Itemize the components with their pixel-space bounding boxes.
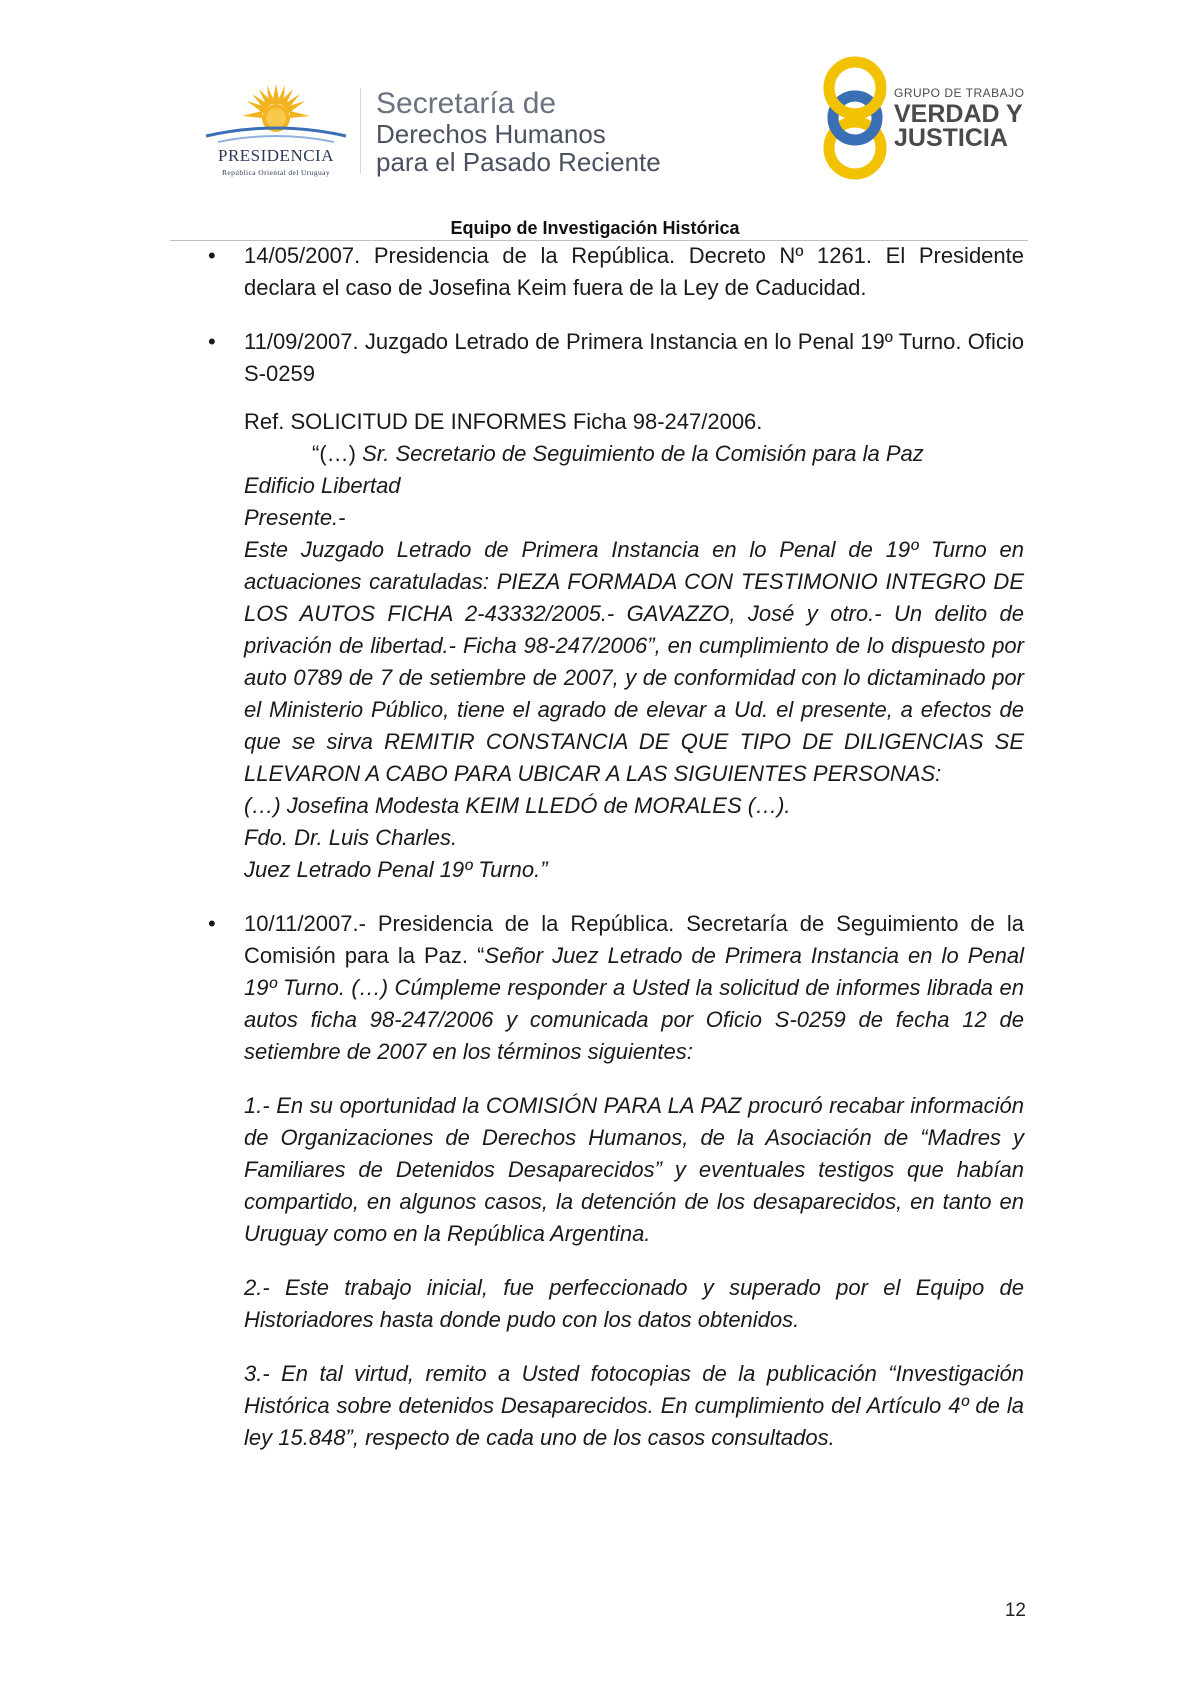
quote-tail-line: Juez Letrado Penal 19º Turno.” [244,857,548,882]
grupo-title-line-1: VERDAD Y [894,100,1023,128]
secretaria-line-1: Secretaría de [376,87,557,120]
list-item [208,240,1024,304]
secretaria-logo-text [376,88,661,176]
quote-line: Edificio Libertad [244,473,401,498]
item-text: 14/05/2007. Presidencia de la República. Decreto Nº 1261. El Presidente declara el caso de Josefina Keim fuera de la Ley de Caducidad. [244,243,1024,300]
quote-opening [244,438,1024,470]
verdad-justicia-logo [820,56,1030,182]
document-body [208,240,1024,1476]
list-item [208,908,1024,1454]
secretaria-line-2: Derechos Humanos [376,119,606,149]
reference-line: Ref. SOLICITUD DE INFORMES Ficha 98-247/2006. [244,409,763,434]
page-number: 12 [1004,1600,1026,1621]
sun-emblem-icon [196,80,356,150]
quote-body: Este Juzgado Letrado de Primera Instancia en lo Penal de 19º Turno en actuaciones caratuladas: PIEZA FORMADA CON TESTIMONIO INTEGRO DE LOS AUTOS FICHA 2-43332/2005.- GAVAZZO, José y otro.- Un delito de privación de libertad.- Ficha 98-247/2006”, en cumplimiento de lo dispuesto por auto 0789 de 7 de setiembre de 2007, y de conformidad con lo dictaminado por el Ministerio Público, tiene el agrado de elevar a Ud. el presente, a efectos de que se sirva REMITIR CONSTANCIA DE QUE TIPO DE DILIGENCIAS SE LLEVARON A CABO PARA UBICAR A LAS SIGUIENTES PERSONAS: [244,537,1024,786]
presidencia-logo [196,80,356,180]
bullet-icon: • [208,911,216,936]
numbered-paragraph: 3.- En tal virtud, remito a Usted fotocopias de la publicación “Investigación Histórica sobre detenidos Desaparecidos. En cumplimiento del Artículo 4º de la ley 15.848”, respecto de cada uno de los casos consultados. [244,1361,1024,1450]
quote-first-line: Sr. Secretario de Seguimiento de la Comisión para la Paz [362,441,924,466]
header-divider [360,88,361,174]
secretaria-line-3: para el Pasado Reciente [376,147,661,177]
quote-tail-line: (…) Josefina Modesta KEIM LLEDÓ de MORALES (…). [244,793,791,818]
grupo-title-line-2: JUSTICIA [894,124,1008,152]
numbered-paragraph: 2.- Este trabajo inicial, fue perfeccionado y superado por el Equipo de Historiadores hasta donde pudo con los datos obtenidos. [244,1275,1024,1332]
item-text [244,908,1024,1068]
grupo-small-label: GRUPO DE TRABAJO [894,86,1025,100]
quote-line: Presente.- [244,505,346,530]
presidencia-label: PRESIDENCIA [217,146,334,165]
rings-emblem-icon [820,56,890,182]
bullet-icon: • [208,329,216,354]
numbered-paragraph: 1.- En su oportunidad la COMISIÓN PARA LA PAZ procuró recabar información de Organizaciones de Derechos Humanos, de la Asociación de “Madres y Familiares de Detenidos Desaparecidos” y eventuales testigos que habían compartido, en algunos casos, la detención de los desaparecidos, en tanto en Uruguay como en la República Argentina. [244,1093,1024,1246]
bullet-icon: • [208,243,216,268]
quote-open-mark: “(…) [312,441,363,466]
item-text: 11/09/2007. Juzgado Letrado de Primera Instancia en lo Penal 19º Turno. Oficio S-0259 [244,329,1024,386]
item-text-plain: 10/11/2007.- Presidencia de la República. Secretaría de Seguimiento de la Comisión para la Paz. “ [244,911,1024,968]
quote-tail-line: Fdo. Dr. Luis Charles. [244,825,458,850]
item-text-italic: Señor Juez Letrado de Primera Instancia en lo Penal 19º Turno. (…) Cúmpleme responder a Usted la solicitud de informes librada en autos ficha 98-247/2006 y comunicada por Oficio S-0259 de fecha 12 de setiembre de 2007 en los términos siguientes: [244,943,1024,1064]
presidencia-sub: República Oriental del Uruguay [221,168,330,177]
list-item [208,326,1024,886]
section-title: Equipo de Investigación Histórica [450,218,740,238]
